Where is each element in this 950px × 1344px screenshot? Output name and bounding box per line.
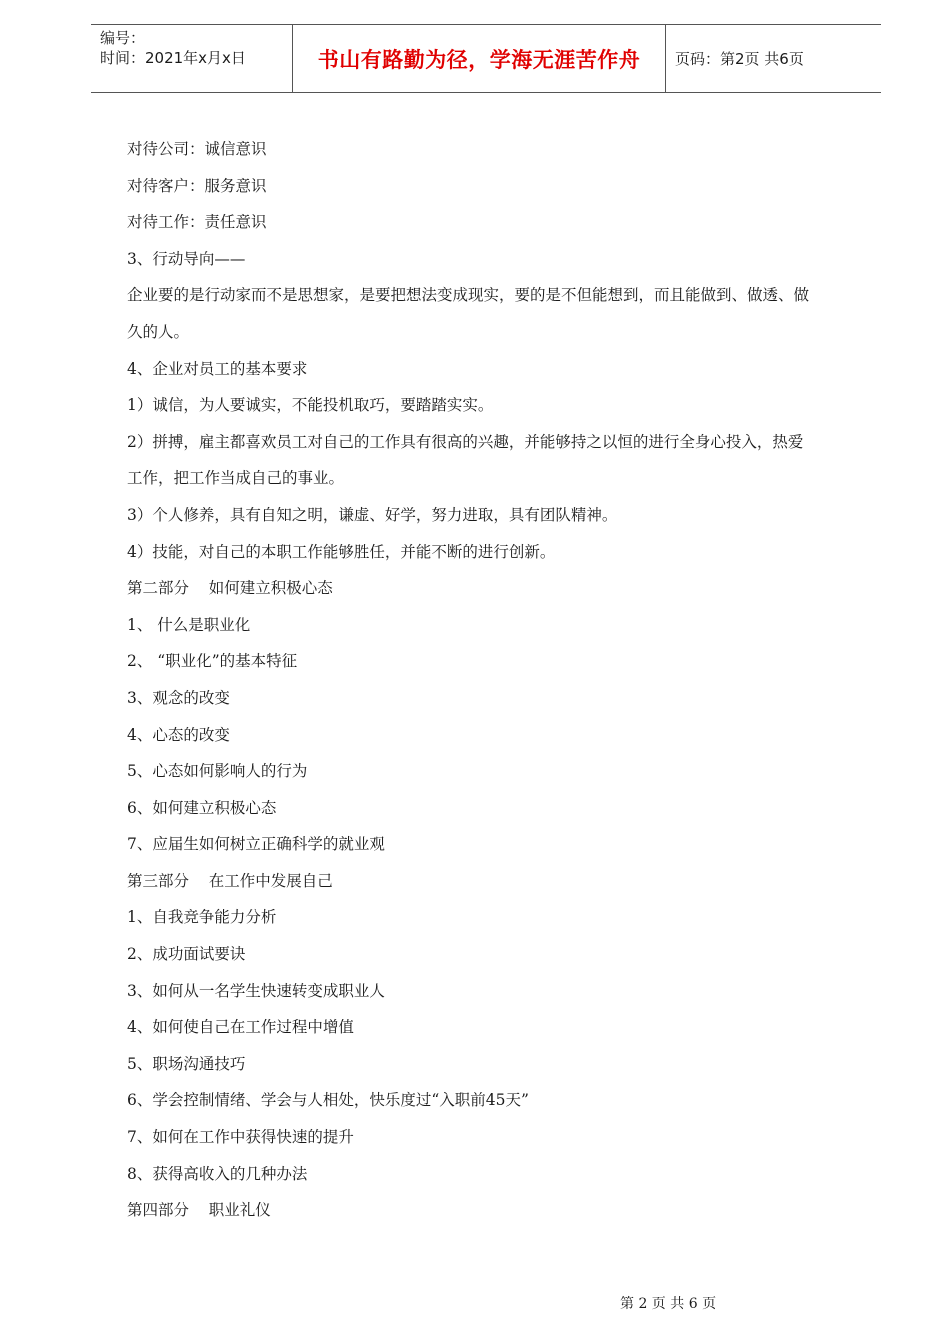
header-motto-cell bbox=[293, 25, 666, 92]
body-line: 2）拼搏，雇主都喜欢员工对自己的工作具有很高的兴趣，并能够持之以恒的进行全身心投入，热爱 bbox=[127, 432, 804, 451]
list-item: 5、职场沟通技巧 bbox=[127, 1054, 246, 1073]
list-item: 3、观念的改变 bbox=[127, 688, 230, 707]
section-heading: 4、企业对员工的基本要求 bbox=[127, 359, 308, 378]
list-item: 8、获得高收入的几种办法 bbox=[127, 1164, 308, 1183]
header-page-info bbox=[666, 25, 881, 92]
list-item: 4、如何使自己在工作过程中增值 bbox=[127, 1018, 354, 1037]
page-header bbox=[91, 24, 881, 93]
body-line: 对待公司：诚信意识 bbox=[127, 140, 267, 158]
list-item: 6、学会控制情绪、学会与人相处，快乐度过“入职前45天” bbox=[127, 1091, 529, 1110]
list-item: 1、 什么是职业化 bbox=[127, 615, 251, 634]
header-motto: 书山有路勤为径，学海无涯苦作舟 bbox=[317, 47, 641, 72]
body-line: 对待工作：责任意识 bbox=[127, 213, 267, 232]
document-body bbox=[127, 131, 867, 1229]
serial-label: 编号： bbox=[100, 29, 146, 47]
list-item: 7、如何在工作中获得快速的提升 bbox=[127, 1128, 354, 1147]
list-item: 2、 “职业化”的基本特征 bbox=[127, 652, 298, 671]
body-line: 4）技能，对自己的本职工作能够胜任，并能不断的进行创新。 bbox=[127, 542, 556, 561]
list-item: 6、如何建立积极心态 bbox=[127, 798, 277, 817]
body-line: 工作，把工作当成自己的事业。 bbox=[127, 469, 345, 488]
list-item: 5、心态如何影响人的行为 bbox=[127, 762, 308, 781]
list-item: 3、如何从一名学生快速转变成职业人 bbox=[127, 981, 385, 1000]
page-info-text: 页码：第2页 共6页 bbox=[675, 50, 804, 68]
section-heading: 3、行动导向—— bbox=[127, 249, 246, 268]
body-line: 3）个人修养，具有自知之明，谦虚、好学，努力进取，具有团队精神。 bbox=[127, 505, 618, 524]
list-item: 1、自我竞争能力分析 bbox=[127, 908, 277, 927]
header-meta bbox=[91, 25, 293, 92]
body-line: 1）诚信，为人要诚实，不能投机取巧，要踏踏实实。 bbox=[127, 396, 494, 415]
list-item: 7、应届生如何树立正确科学的就业观 bbox=[127, 835, 385, 854]
part-heading: 第二部分 如何建立积极心态 bbox=[127, 579, 333, 598]
list-item: 4、心态的改变 bbox=[127, 725, 230, 744]
body-line: 对待客户：服务意识 bbox=[127, 176, 267, 195]
part-heading: 第三部分 在工作中发展自己 bbox=[127, 871, 333, 890]
page-footer: 第 2 页 共 6 页 bbox=[620, 1296, 717, 1312]
list-item: 2、成功面试要诀 bbox=[127, 945, 246, 964]
part-heading: 第四部分 职业礼仪 bbox=[127, 1201, 271, 1220]
body-line: 久的人。 bbox=[127, 322, 190, 341]
time-label: 时间：2021年x月x日 bbox=[100, 49, 246, 67]
body-line: 企业要的是行动家而不是思想家，是要把想法变成现实，要的是不但能想到，而且能做到、做透、做 bbox=[127, 286, 810, 305]
